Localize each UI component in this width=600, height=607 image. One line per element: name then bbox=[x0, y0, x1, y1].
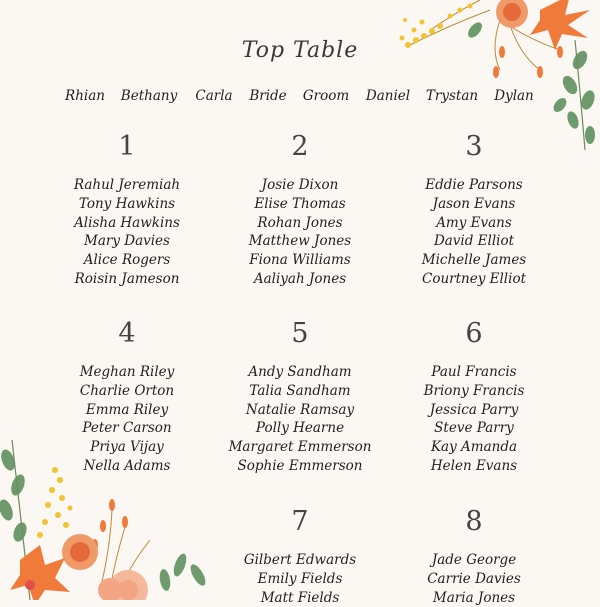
guest-name: Matt Fields bbox=[260, 589, 340, 606]
table-number: 6 bbox=[465, 318, 483, 349]
guest-name: Rohan Jones bbox=[257, 214, 343, 231]
guest-name: Jade George bbox=[431, 552, 517, 568]
guest-name: Elise Thomas bbox=[254, 195, 346, 212]
guest-name: Mary Davies bbox=[84, 233, 170, 250]
table-block bbox=[379, 315, 569, 476]
top-table-name: Rhian bbox=[65, 88, 105, 104]
top-table-row bbox=[0, 88, 600, 108]
guest-name: Tony Hawkins bbox=[78, 195, 176, 212]
guest-name: Jason Evans bbox=[432, 195, 516, 212]
guest-name: Helen Evans bbox=[430, 457, 518, 474]
top-table-name: Groom bbox=[302, 88, 350, 104]
top-table-name: Daniel bbox=[365, 88, 411, 104]
guest-name: Talia Sandham bbox=[249, 382, 351, 399]
table-block bbox=[379, 128, 569, 289]
guest-name: Courtney Elliot bbox=[422, 270, 526, 287]
guest-name: Amy Evans bbox=[436, 214, 512, 231]
guest-name: Priya Vijay bbox=[90, 439, 164, 456]
top-table-name: Trystan bbox=[425, 88, 479, 104]
table-block bbox=[205, 128, 395, 289]
table-number: 4 bbox=[118, 318, 136, 349]
table-number: 5 bbox=[291, 318, 309, 349]
page-title: Top Table bbox=[241, 38, 359, 63]
table-block bbox=[205, 503, 395, 607]
guest-name: Peter Carson bbox=[82, 420, 172, 437]
guest-name: Roisin Jameson bbox=[74, 270, 180, 287]
table-block bbox=[379, 503, 569, 607]
guest-name: Meghan Riley bbox=[79, 364, 175, 380]
table-number: 7 bbox=[291, 506, 309, 537]
table-block bbox=[32, 128, 222, 289]
top-table-name: Carla bbox=[195, 88, 233, 104]
guest-name: Maria Jones bbox=[432, 589, 516, 606]
guest-name: Matthew Jones bbox=[248, 233, 352, 250]
table-number: 8 bbox=[465, 506, 483, 537]
guest-name: Jessica Parry bbox=[429, 401, 519, 418]
guest-name: Alisha Hawkins bbox=[74, 214, 180, 231]
guest-name: Alice Rogers bbox=[83, 252, 171, 269]
guest-name: Sophie Emmerson bbox=[237, 457, 363, 474]
guest-name: Kay Amanda bbox=[430, 439, 518, 456]
guest-name: Paul Francis bbox=[431, 364, 517, 380]
top-table-name: Bride bbox=[249, 88, 287, 104]
guest-name: Josie Dixon bbox=[261, 177, 339, 193]
top-table-name: Dylan bbox=[494, 88, 534, 104]
table-block bbox=[205, 315, 395, 476]
guest-name: Eddie Parsons bbox=[425, 177, 523, 193]
guest-name: Aaliyah Jones bbox=[253, 270, 347, 287]
guest-name: Polly Hearne bbox=[255, 420, 345, 437]
guest-name: Margaret Emmerson bbox=[228, 439, 372, 456]
guest-name: Gilbert Edwards bbox=[243, 552, 357, 568]
guest-name: Fiona Williams bbox=[249, 252, 351, 269]
guest-name: David Elliot bbox=[433, 233, 515, 250]
guest-name: Emily Fields bbox=[257, 570, 343, 587]
guest-name: Carrie Davies bbox=[427, 570, 521, 587]
guest-name: Steve Parry bbox=[434, 420, 514, 437]
table-number: 2 bbox=[291, 131, 309, 162]
guest-name: Natalie Ramsay bbox=[245, 401, 355, 418]
guest-name: Emma Riley bbox=[85, 401, 169, 418]
table-number: 3 bbox=[465, 131, 483, 162]
guest-name: Nella Adams bbox=[83, 457, 171, 474]
table-number: 1 bbox=[118, 131, 136, 162]
guest-name: Michelle James bbox=[421, 252, 527, 269]
guest-name: Andy Sandham bbox=[248, 364, 352, 380]
guest-name: Briony Francis bbox=[423, 382, 525, 399]
guest-name: Charlie Orton bbox=[79, 382, 175, 399]
guest-name: Rahul Jeremiah bbox=[73, 177, 181, 193]
top-table-name: Bethany bbox=[120, 88, 178, 104]
table-block bbox=[32, 315, 222, 476]
